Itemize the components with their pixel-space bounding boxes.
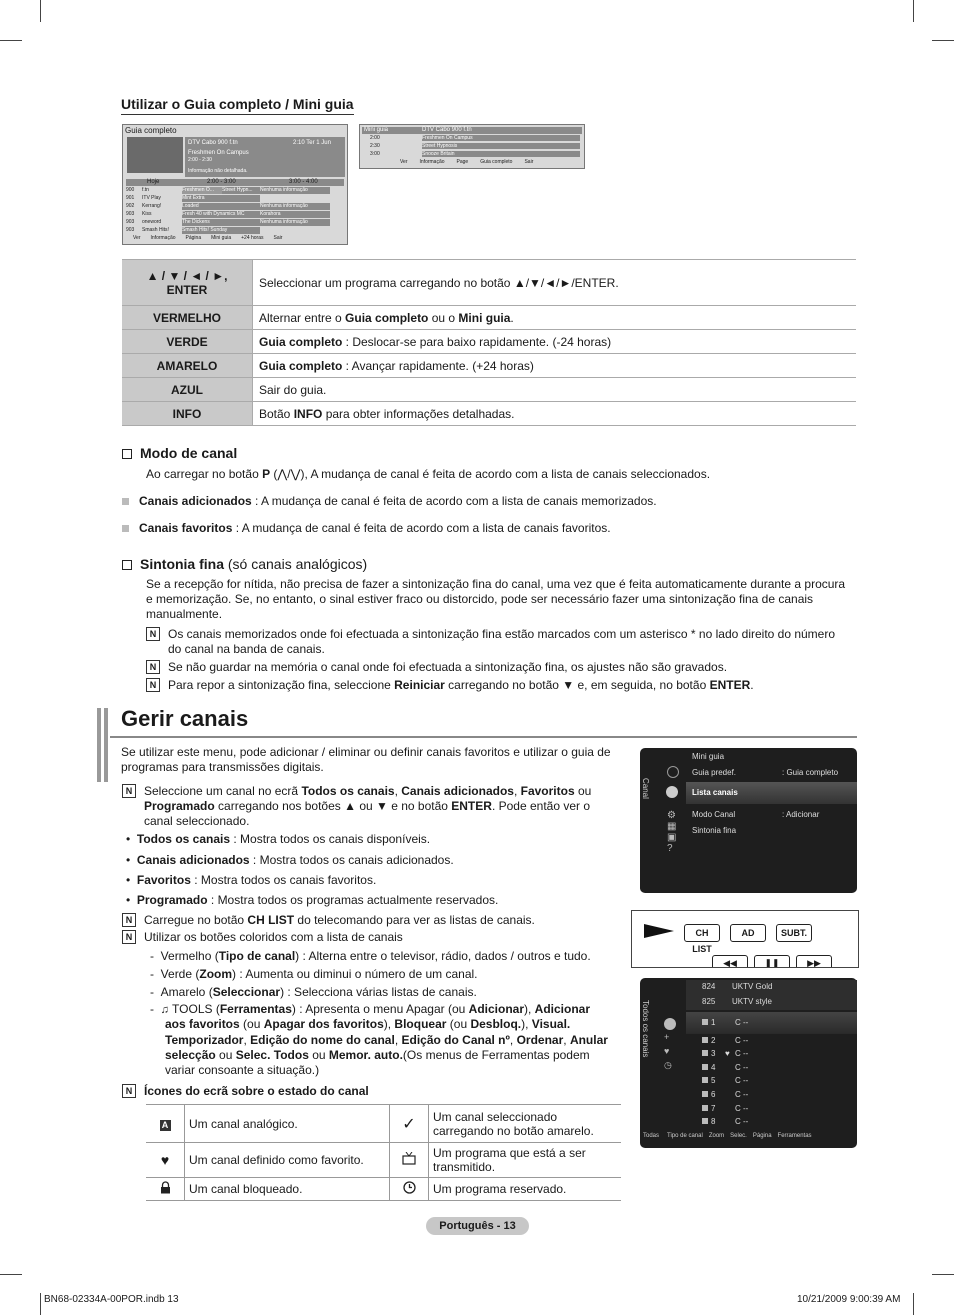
gerir-bullet: • Canais adicionados : Mostra todos os canais adicionados.	[126, 853, 454, 867]
help-icon: ?	[667, 843, 673, 854]
full-guide-channel: DTV Cabo 900 f.tn	[188, 140, 238, 146]
full-guide-col-t2: 3:00 - 4:00	[289, 179, 318, 185]
mini-guide-row: 3:00 Snooze Britain	[362, 151, 580, 158]
section-bar	[97, 708, 101, 782]
table-row	[122, 260, 856, 306]
heart-icon: ♥	[725, 1049, 730, 1058]
gerir-bullet: • Programado : Mostra todos os programas actualmente reservados.	[126, 893, 499, 907]
icon-desc: Um canal bloqueado.	[185, 1178, 390, 1201]
channel-row[interactable]: 2 C --	[702, 1036, 748, 1045]
crop-mark	[40, 1293, 41, 1315]
key-cell: INFO	[122, 402, 253, 426]
bullet-square-icon	[122, 525, 129, 532]
key-cell: AZUL	[122, 378, 253, 402]
desc-cell: Alternar entre o Guia completo ou o Mini guia.	[253, 306, 857, 330]
mini-guide-row: 2:30 Street Hypnosis	[362, 143, 580, 150]
analog-icon	[702, 1118, 708, 1124]
menu-side-label: Canal	[641, 778, 650, 799]
full-guide-col-t1: 2:00 - 3:00	[207, 179, 236, 185]
note-icon: N	[122, 1084, 136, 1098]
analog-icon	[702, 1050, 708, 1056]
crop-mark	[0, 40, 22, 41]
mini-guide-footer: Ver Informação Page Guia completo Sair	[400, 159, 534, 165]
gerir-bullet: • Todos os canais : Mostra todos os canais disponíveis.	[126, 832, 431, 846]
desc-cell: Sair do guia.	[253, 378, 857, 402]
key-cell: VERMELHO	[122, 306, 253, 330]
crop-mark	[40, 0, 41, 22]
icon-desc: Um canal definido como favorito.	[185, 1143, 390, 1178]
guide-row: 903 Kiss Fresh 40 with Dynamics MC Korahora	[126, 211, 342, 218]
bullet-square-icon	[122, 498, 129, 505]
table-row	[146, 1178, 621, 1201]
mini-guide-header	[362, 127, 582, 134]
channel-row[interactable]: 5 C --	[702, 1076, 748, 1085]
icon-desc: Um programa reservado.	[429, 1178, 622, 1201]
guide-keys-table	[122, 259, 856, 426]
full-guide-info: Informação não detalhada.	[188, 168, 248, 174]
menu-item-modo-canal-value: : Adicionar	[782, 810, 820, 819]
section-heading-guide: Utilizar o Guia completo / Mini guia	[121, 96, 354, 115]
key-cell: ▲ / ▼ / ◄ / ►, ENTER	[122, 260, 253, 306]
full-guide-footer: Ver Informação Página Mini guia +24 horas Sair	[133, 235, 283, 241]
icon-desc: Um programa que está a ser transmitido.	[429, 1143, 622, 1178]
input-icon: ▦	[667, 821, 677, 832]
full-guide-rows	[126, 187, 342, 233]
analog-icon	[702, 1077, 708, 1083]
note-icon: N	[122, 784, 136, 798]
table-row	[122, 330, 856, 354]
status-icons-table	[146, 1104, 621, 1201]
full-guide-program: Freshmen On Campus	[188, 150, 249, 156]
full-guide-title: Guia completo	[125, 126, 177, 135]
table-row	[122, 354, 856, 378]
menu-item-sintonia-fina[interactable]: Sintonia fina	[692, 826, 737, 835]
footer-timestamp: 10/21/2009 9:00:39 AM	[797, 1294, 901, 1305]
gerir-note: N Seleccione um canal no ecrã Todos os canais, Canais adicionados, Favoritos ou Programado carregando nos botões ▲ ou ▼ e no botão ENTER. Pode então ver o canal seleccionado.	[122, 784, 622, 829]
gerir-dash-cont: selecção ou Selec. Todos ou Memor. auto.(Os menus de Ferramentas podem	[165, 1048, 590, 1062]
icon-desc: Um canal analógico.	[185, 1105, 390, 1143]
analog-icon: A	[146, 1105, 185, 1143]
analog-icon	[702, 1091, 708, 1097]
crop-mark	[913, 0, 914, 22]
checkbox-icon	[122, 560, 132, 570]
gerir-dash: - ♫ TOOLS (Ferramentas) : Apresenta o menu Apagar (ou Adicionar), Adicionar	[150, 1002, 591, 1016]
channel-name: UKTV style	[732, 997, 773, 1006]
table-row	[146, 1105, 621, 1143]
channel-num: 824	[702, 982, 716, 991]
analog-icon	[702, 1037, 708, 1043]
ch-list-button: CH LIST	[684, 924, 720, 942]
gerir-dash: - Amarelo (Seleccionar) : Selecciona várias listas de canais.	[150, 985, 477, 999]
full-guide-thumbnail	[127, 137, 183, 173]
full-guide-datetime: 2:10 Ter 1 Jun	[293, 140, 331, 146]
channel-list-side-label: Todos os canais	[641, 1000, 650, 1058]
tools-icon: ♫	[160, 1004, 169, 1016]
full-guide-time: 2:00 - 2:30	[188, 157, 212, 163]
analog-icon	[702, 1019, 708, 1025]
pointer-arrow-icon	[644, 924, 674, 938]
sintonia-paragraph: Se a recepção for nítida, não precisa de fazer a sintonização fina do canal, uma vez que é feita automaticamente durante a procura e memorização. Se, no entanto, o sinal estiver fraco ou distorcido, pode ser necessário fazer uma sintonização fina de canais manualmente.	[146, 577, 846, 621]
crop-mark	[932, 40, 954, 41]
note-icon: N	[146, 678, 160, 692]
note-icon: N	[146, 627, 160, 641]
gerir-note: N Carregue no botão CH LIST do telecomando para ver as listas de canais.	[122, 913, 622, 928]
fastforward-button: ▶▶	[796, 955, 832, 968]
checkbox-icon	[122, 449, 132, 459]
table-row	[122, 306, 856, 330]
table-row	[146, 1143, 621, 1178]
page-number-badge: Português - 13	[426, 1217, 529, 1235]
desc-cell: Guia completo : Avançar rapidamente. (+24 horas)	[253, 354, 857, 378]
crop-mark	[0, 1274, 22, 1275]
menu-item-guia-predef-value: : Guia completo	[782, 768, 839, 777]
gerir-intro: Se utilizar este menu, pode adicionar / eliminar ou definir canais favoritos e utilizar o guia de programas para transmissões digitais.	[121, 745, 611, 774]
crop-mark	[913, 1293, 914, 1315]
tv-icon	[390, 1143, 429, 1178]
channel-row[interactable]: 3 ♥ C --	[702, 1049, 748, 1058]
analog-icon	[702, 1105, 708, 1111]
key-cell: VERDE	[122, 330, 253, 354]
channel-row[interactable]: 6 C --	[702, 1090, 748, 1099]
full-guide-screen	[122, 124, 348, 245]
section-bar	[104, 708, 108, 782]
crop-mark	[932, 1274, 954, 1275]
gerir-note: N Utilizar os botões coloridos com a lista de canais	[122, 930, 622, 945]
mini-guide-channel: DTV Cabo 900 f.tn	[422, 127, 472, 133]
menu-item-lista-canais[interactable]: Lista canais	[692, 788, 738, 797]
guide-row: 900 f.tn Freshmen O... Street Hypn... Nenhuma informação	[126, 187, 342, 194]
sintonia-note: N Se não guardar na memória o canal onde foi efectuada a sintonização fina, os ajustes não são gravados.	[146, 660, 846, 675]
channel-row[interactable]: 7 C --	[702, 1104, 748, 1113]
mini-guide-screen	[359, 124, 585, 169]
all-channels-icon	[664, 1018, 676, 1030]
gear-icon: ⚙	[667, 810, 676, 821]
gerir-dash-cont: Temporizador, Edição do nome do canal, Edição do Canal nº, Ordenar, Anular	[165, 1033, 608, 1047]
ad-button: AD	[730, 924, 766, 942]
menu-item-modo-canal[interactable]: Modo Canal	[692, 810, 736, 819]
gerir-note-icons: N Ícones do ecrã sobre o estado do canal	[122, 1084, 622, 1099]
clock-icon: ◷	[664, 1060, 672, 1070]
check-icon: ✓	[390, 1105, 429, 1143]
modo-canal-title: Modo de canal	[122, 445, 237, 461]
desc-cell: Botão INFO para obter informações detalhadas.	[253, 402, 857, 426]
sintonia-title: Sintonia fina (só canais analógicos)	[122, 556, 367, 572]
note-icon: N	[122, 930, 136, 944]
guide-row: 903 oneword The Dickens Nenhuma informação	[126, 219, 342, 226]
remote-control-image	[631, 910, 859, 968]
gerir-underline	[110, 736, 857, 738]
gerir-dash: - Vermelho (Tipo de canal) : Alterna entre o televisor, rádio, dados / outros e tudo.	[150, 949, 591, 963]
desc-cell: Guia completo : Deslocar-se para baixo rapidamente. (-24 horas)	[253, 330, 857, 354]
modo-canal-intro: Ao carregar no botão P (⋀/⋁), A mudança de canal é feita de acordo com a lista de canais seleccionados.	[146, 467, 711, 481]
guide-row: 901 ITV Play Mint Extra	[126, 195, 342, 202]
menu-item-mini-guia[interactable]: Mini guia	[692, 752, 725, 761]
rewind-button: ◀◀	[712, 955, 748, 968]
modo-canal-item: Canais adicionados : A mudança de canal é feita de acordo com a lista de canais memorizados.	[122, 494, 842, 509]
channel-list-panel	[640, 978, 857, 1148]
added-icon: +	[664, 1032, 670, 1042]
channel-list-icons	[664, 1018, 676, 1072]
note-icon: N	[146, 660, 160, 674]
gerir-bullet: • Favoritos : Mostra todos os canais favoritos.	[126, 873, 377, 887]
mini-guide-row: 2:00 Freshmen On Campus	[362, 135, 580, 142]
channel-row[interactable]: 1 C --	[702, 1018, 748, 1027]
channel-name: UKTV Gold	[732, 982, 773, 991]
analog-icon	[702, 1064, 708, 1070]
channel-num: 825	[702, 997, 716, 1006]
modo-canal-item: Canais favoritos : A mudança de canal é feita de acordo com a lista de canais favoritos.	[122, 521, 842, 536]
channel-menu-panel	[640, 748, 857, 893]
table-row	[122, 378, 856, 402]
gerir-dash-cont: variar consoante a situação.)	[165, 1063, 320, 1077]
sintonia-note: N Para repor a sintonização fina, seleccione Reiniciar carregando no botão ▼ e, em seguida, no botão ENTER.	[146, 678, 846, 693]
desc-cell: Seleccionar um programa carregando no botão ▲/▼/◄/►/ENTER.	[253, 260, 857, 306]
gerir-title: Gerir canais	[121, 706, 249, 731]
channel-icon	[666, 786, 678, 798]
channel-row[interactable]: 4 C --	[702, 1063, 748, 1072]
full-guide-col-today: Hoje	[147, 179, 160, 185]
mini-guide-title: Mini guia	[364, 127, 389, 133]
heart-icon: ♥	[146, 1143, 185, 1178]
key-cell: AMARELO	[122, 354, 253, 378]
app-icon: ▣	[667, 832, 677, 843]
gerir-dash-cont: aos favoritos (ou Apagar dos favoritos), Bloquear (ou Desbloq.), Visual.	[165, 1017, 571, 1031]
guide-row: 902 Kerrang! Loaded Nenhuma informação	[126, 203, 342, 210]
subt-button: SUBT.	[776, 924, 812, 942]
channel-row[interactable]: 8 C --	[702, 1117, 748, 1126]
pause-button: ❚❚	[754, 955, 790, 968]
menu-item-guia-predef[interactable]: Guia predef.	[692, 768, 737, 777]
channel-list-footer: Todas Tipo de canal Zoom Selec. Página Ferramentas	[643, 1133, 812, 1139]
heart-icon: ♥	[664, 1046, 670, 1056]
guide-row: 903 Smash Hits! Smash Hits! Sunday	[126, 227, 342, 234]
table-row	[122, 402, 856, 426]
gerir-dash: - Verde (Zoom) : Aumenta ou diminui o número de um canal.	[150, 967, 478, 981]
lock-icon	[146, 1178, 185, 1201]
sintonia-note: N Os canais memorizados onde foi efectuada a sintonização fina estão marcados com um asterisco * no lado direito do número do canal na banda de canais.	[146, 627, 846, 657]
note-icon: N	[122, 913, 136, 927]
menu-icon-column	[664, 764, 682, 874]
icon-desc: Um canal seleccionado carregando no botão amarelo.	[429, 1105, 622, 1143]
picture-icon	[667, 766, 679, 778]
footer-file-name: BN68-02334A-00POR.indb 13	[44, 1294, 179, 1305]
clock-icon	[390, 1178, 429, 1201]
